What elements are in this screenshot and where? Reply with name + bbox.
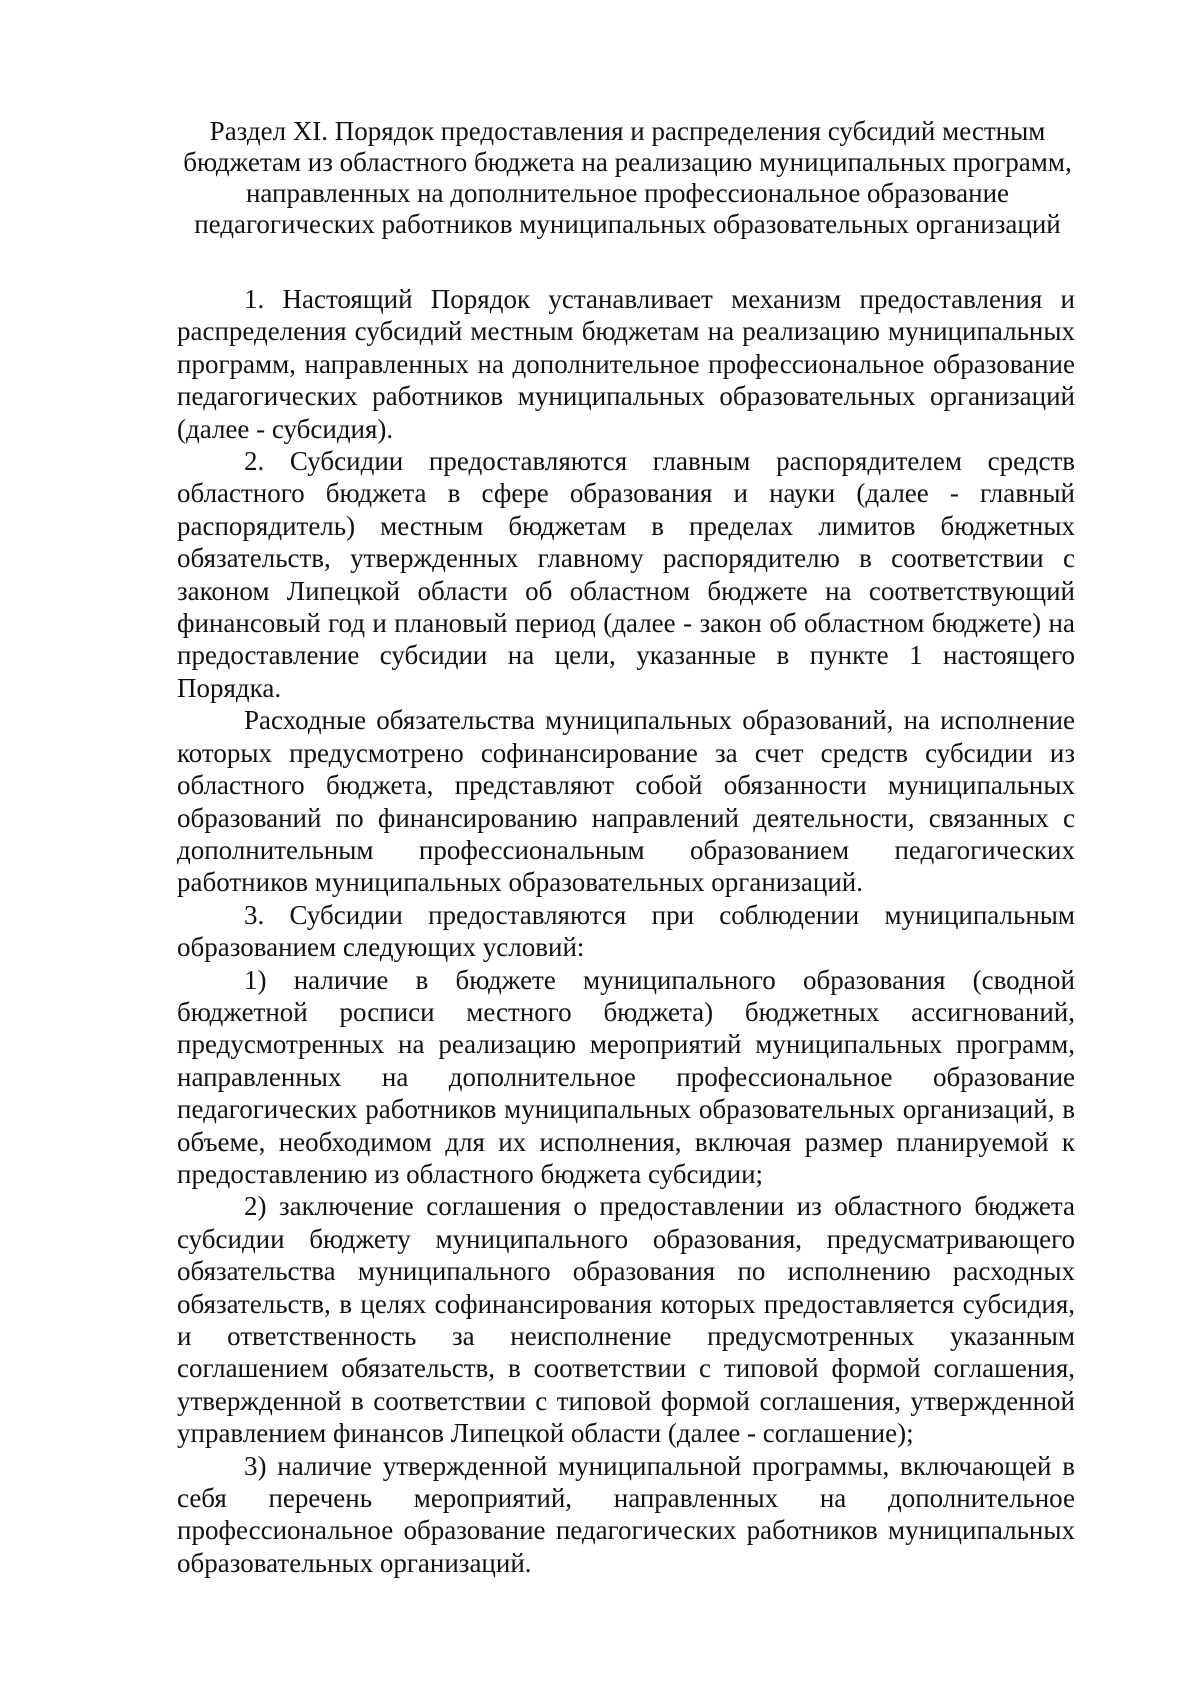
paragraph-condition-3: 3) наличие утвержденной муниципальной программы, включающей в себя перечень мероприятий, направленных на дополнительное профессиональное образование педагогических работников муниципальных образовательных организаций. [177,1450,1075,1578]
section-heading [180,116,1075,240]
paragraph-expense-obligations: Расходные обязательства муниципальных образований, на исполнение которых предусмотрено софинансирование за счет средств субсидии из областного бюджета, представляют собой обязанности муниципальных образований по финансированию направлений деятельности, связанных с дополнительным профессиональным образованием педагогических работников муниципальных образовательных организаций. [177,705,1075,898]
document-body [177,283,1075,1579]
paragraph-condition-1: 1) наличие в бюджете муниципального образования (сводной бюджетной росписи местного бюджета) бюджетных ассигнований, предусмотренных на реализацию мероприятий муниципальных программ, направленных на дополнительное профессиональное образование педагогических работников муниципальных образовательных организаций, в объеме, необходимом для их исполнения, включая размер планируемой к предоставлению из областного бюджета субсидии; [177,964,1075,1189]
paragraph-clause-2: 2. Субсидии предоставляются главным распорядителем средств областного бюджета в сфере образования и науки (далее - главный распорядитель) местным бюджетам в пределах лимитов бюджетных обязательств, утвержденных главному распорядителю в соответствии с законом Липецкой области об областном бюджете на соответствующий финансовый год и плановый период (далее - закон об областном бюджете) на предоставление субсидии на цели, указанные в пункте 1 настоящего Порядка. [177,446,1075,703]
paragraph-clause-1: 1. Настоящий Порядок устанавливает механизм предоставления и распределения субсидий местным бюджетам на реализацию муниципальных программ, направленных на дополнительное профессиональное образование педагогических работников муниципальных образовательных организаций (далее - субсидия). [177,284,1075,444]
heading-line: бюджетам из областного бюджета на реализацию муниципальных программ, [183,147,1072,177]
heading-line: педагогических работников муниципальных образовательных организаций [194,209,1061,239]
heading-line: направленных на дополнительное профессиональное образование [245,178,1010,208]
heading-line: Раздел XI. Порядок предоставления и распределения субсидий местным [209,116,1046,146]
paragraph-condition-2: 2) заключение соглашения о предоставлении из областного бюджета субсидии бюджету муниципального образования, предусматривающего обязательства муниципального образования по исполнению расходных обязательств, в целях софинансирования которых предоставляется субсидия, и ответственность за неисполнение предусмотренных указанным соглашением обязательств, в соответствии с типовой формой соглашения, утвержденной в соответствии с типовой формой соглашения, утвержденной управлением финансов Липецкой области (далее - соглашение); [177,1191,1075,1449]
paragraph-clause-3: 3. Субсидии предоставляются при соблюдении муниципальным образованием следующих условий: [177,899,1075,963]
